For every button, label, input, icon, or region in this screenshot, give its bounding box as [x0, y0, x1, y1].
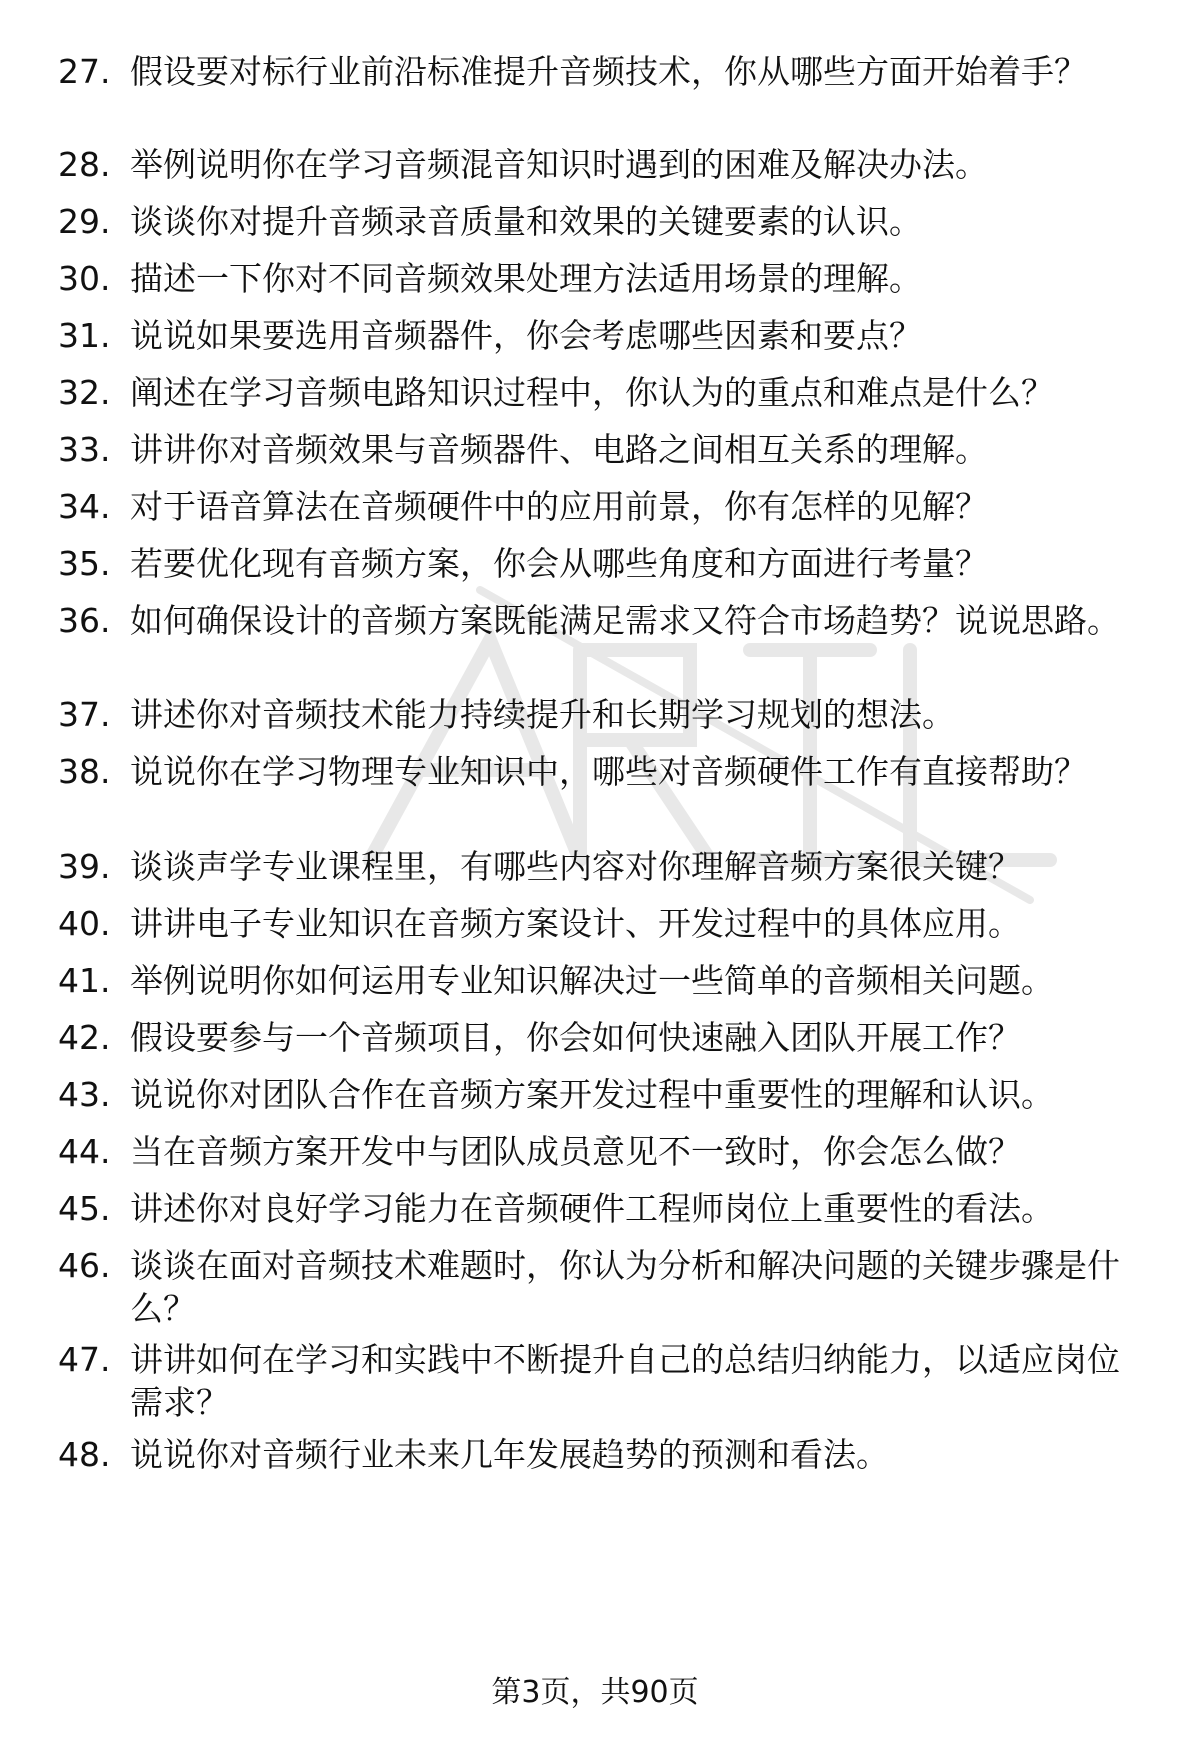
question-text: 对于语音算法在音频硬件中的应用前景，你有怎样的见解？	[130, 487, 988, 526]
question-number: 46.	[58, 1246, 111, 1285]
question-text: 讲讲你对音频效果与音频器件、电路之间相互关系的理解。	[130, 430, 988, 469]
question-text: 举例说明你在学习音频混音知识时遇到的困难及解决办法。	[130, 145, 988, 184]
question-text: 阐述在学习音频电路知识过程中，你认为的重点和难点是什么？	[130, 373, 1054, 412]
question-item-29	[58, 200, 1158, 243]
question-text: 说说如果要选用音频器件，你会考虑哪些因素和要点？	[130, 316, 922, 355]
question-number: 28.	[58, 145, 111, 184]
question-text: 讲述你对音频技术能力持续提升和长期学习规划的想法。	[130, 695, 955, 734]
question-number: 41.	[58, 961, 111, 1000]
question-text: 讲述你对良好学习能力在音频硬件工程师岗位上重要性的看法。	[130, 1189, 1054, 1228]
question-item-45	[58, 1187, 1158, 1230]
question-text: 假设要参与一个音频项目，你会如何快速融入团队开展工作？	[130, 1018, 1021, 1057]
question-text: 若要优化现有音频方案，你会从哪些角度和方面进行考量？	[130, 544, 988, 583]
question-text: 假设要对标行业前沿标准提升音频技术，你从哪些方面开始着手？	[130, 52, 1087, 91]
question-number: 40.	[58, 904, 111, 943]
question-number: 29.	[58, 202, 111, 241]
question-number: 30.	[58, 259, 111, 298]
question-text: 讲讲如何在学习和实践中不断提升自己的总结归纳能力，以适应岗位需求？	[130, 1340, 1120, 1422]
question-number: 45.	[58, 1189, 111, 1228]
question-item-46	[58, 1244, 1158, 1330]
question-item-34	[58, 485, 1158, 528]
question-item-28	[58, 143, 1158, 186]
question-number: 35.	[58, 544, 111, 583]
question-number: 48.	[58, 1435, 111, 1474]
question-text: 当在音频方案开发中与团队成员意见不一致时，你会怎么做？	[130, 1132, 1021, 1171]
question-item-32	[58, 371, 1158, 414]
question-item-40	[58, 902, 1158, 945]
question-item-43	[58, 1073, 1158, 1116]
question-number: 32.	[58, 373, 111, 412]
question-number: 34.	[58, 487, 111, 526]
question-item-42	[58, 1016, 1158, 1059]
question-item-35	[58, 542, 1158, 585]
question-item-44	[58, 1130, 1158, 1173]
question-number: 44.	[58, 1132, 111, 1171]
question-item-37	[58, 693, 1158, 736]
question-text: 说说你对音频行业未来几年发展趋势的预测和看法。	[130, 1435, 889, 1474]
question-text: 说说你在学习物理专业知识中，哪些对音频硬件工作有直接帮助？	[130, 752, 1087, 791]
question-item-31	[58, 314, 1158, 357]
question-number: 33.	[58, 430, 111, 469]
question-item-48	[58, 1433, 1158, 1476]
question-item-38	[58, 750, 1158, 793]
question-text: 如何确保设计的音频方案既能满足需求又符合市场趋势？说说思路。	[130, 601, 1120, 640]
question-item-47	[58, 1338, 1158, 1424]
question-number: 38.	[58, 752, 111, 791]
question-text: 谈谈声学专业课程里，有哪些内容对你理解音频方案很关键？	[130, 847, 1021, 886]
question-text: 说说你对团队合作在音频方案开发过程中重要性的理解和认识。	[130, 1075, 1054, 1114]
question-item-39	[58, 845, 1158, 888]
question-number: 42.	[58, 1018, 111, 1057]
question-number: 36.	[58, 601, 111, 640]
question-text: 谈谈你对提升音频录音质量和效果的关键要素的认识。	[130, 202, 922, 241]
question-item-41	[58, 959, 1158, 1002]
question-number: 39.	[58, 847, 111, 886]
question-item-36	[58, 599, 1158, 642]
question-number: 27.	[58, 52, 111, 91]
question-item-30	[58, 257, 1158, 300]
question-text: 谈谈在面对音频技术难题时，你认为分析和解决问题的关键步骤是什么？	[130, 1246, 1120, 1328]
question-number: 43.	[58, 1075, 111, 1114]
question-text: 举例说明你如何运用专业知识解决过一些简单的音频相关问题。	[130, 961, 1054, 1000]
question-item-27	[58, 50, 1158, 93]
question-number: 37.	[58, 695, 111, 734]
question-number: 31.	[58, 316, 111, 355]
question-text: 描述一下你对不同音频效果处理方法适用场景的理解。	[130, 259, 922, 298]
question-text: 讲讲电子专业知识在音频方案设计、开发过程中的具体应用。	[130, 904, 1021, 943]
question-number: 47.	[58, 1340, 111, 1379]
question-item-33	[58, 428, 1158, 471]
page-footer: 第3页，共90页	[491, 1675, 699, 1710]
